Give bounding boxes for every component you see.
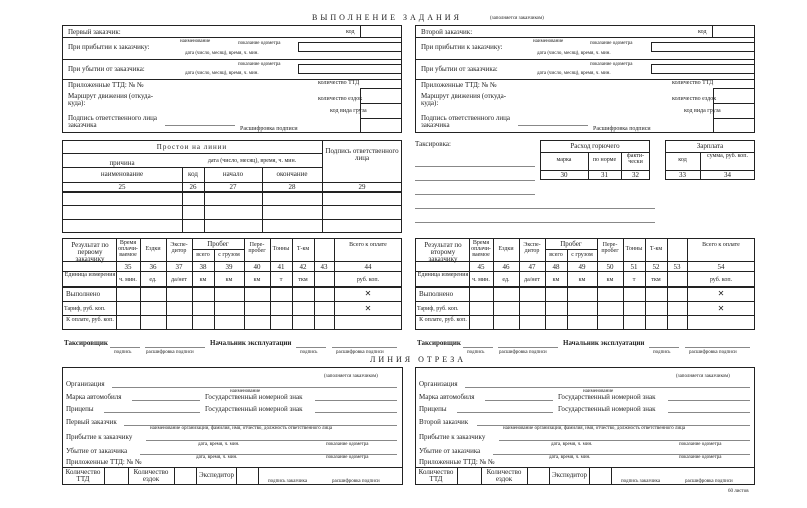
right-route-label: Маршрут движения (откуда-куда): [421,92,507,107]
left-customer-label: Первый заказчик: [68,28,121,36]
left-chief-label: Начальник эксплуатации [210,339,292,347]
downtime-title: Простои на линии [156,143,228,151]
right-row-done: Выполнено [419,290,454,298]
right-row-pay: К оплате, руб. коп. [419,317,467,323]
right-customer-label: Второй заказчик: [421,28,473,36]
section-note: (заполняется заказчиком) [490,16,544,21]
taxation-label: Таксировка: [415,140,451,148]
right-departure-field[interactable] [651,64,755,74]
right-departure-label: При убытии от заказчика: [421,65,498,73]
left-row-pay: К оплате, руб. коп. [66,317,114,323]
page-count: 60 листов [728,489,749,494]
right-chief-label: Начальник эксплуатации [563,339,645,347]
left-row-done: Выполнено [66,290,101,298]
waybill-page: ВЫПОЛНЕНИЕ ЗАДАНИЯ (заполняется заказчиком) Первый заказчик: код При прибытии к заказчику: наименование показание одометра дата (число, месяц), время, ч. мин. При убытии от заказчика: показание одометра дата (число, месяц), время, ч. мин. Приложенные ТТД: № № количество ТТД Маршрут движения (откуда-куда): количество ездок код вида груза Подпись ответственного лица заказчика Расшифровка подписи Второй заказчик: код При прибытии к заказчику: наименование показание одометра дата (число, месяц), время, ч. мин. При убытии от заказчика: показание одометра дата (число, месяц), время, ч. мин. Приложенные ТТД: № № количество ТТД Маршрут движения (откуда-куда): количество ездок код вида груза Подпись ответственного лица заказчика Расшифровка подписи Простои на линии причина дата (число, месяц), время, ч. мин. наименование код начало окончание Подпись ответственного лица 25 26 27 28 29 Таксировка: Расход горючего марка по норме факти-чески 30 31 32 Зарплата код сумма, руб. коп. 33 34 Результат по первому заказчику Время оплачи-ваемое Ездки Экспе-дитор Пробег всего с грузом Пере-пробег Тонны Т-км Всего к оплате 35 36 37 38 39 40 41 42 43 44 Единица измерения ч. мин. ед. да/нет км км км т ткм руб. коп. Выполнено ✕ Тариф, руб. коп. ✕ К оплате, руб. коп. Результат по второму заказчику Время оплачи-ваемое Ездки Экспе-дитор Пробег всего с грузом Пере-пробег Тонны Т-км Всего к оплате 45 46 47 48 49 50 51 52 53 54 Единица измерения ч. мин. ед. да/нет км км км т ткм руб. коп. Выполнено ✕ Тариф, руб. коп. ✕ К оплате, руб. коп. Таксировщик подпись расшифровка подписи Начальник эксплуатации подпись расшифровка подписи Таксировщик подпись расшифровка подписи Начальник эксплуатации подпись расшифровка подписи ЛИНИЯ ОТРЕЗА (заполняется заказчиком) Организация наименование Марка автомобиля Государственный номерной знак Прицепы Государственный номерной знак Первый заказчик наименование организации, фамилия, имя, отчество, должность ответственного лица Прибытие к заказчику дата, время, ч. мин. показание одометра Убытие от заказчика дата, время, ч. мин. показание одометра Приложенные ТТД: № № Количество ТТД Количество ездок Экспедитор подпись заказчика расшифровка подписи (заполняется заказчиком) Организация наименование Марка автомобиля Государственный номерной знак Прицепы Государственный номерной знак Второй заказчик наименование организации, фамилия, имя, отчество, должность ответственного лица Прибытие к заказчику дата, время, ч. мин. показание одометра Убытие от заказчика дата, время, ч. мин. показание одометра Приложенные ТТД: № № Количество ТТД Количество ездок Экспедитор подпись заказчика расшифровка подписи 60 листов [0,0,807,508]
right-code-label: код [698,29,707,35]
left-route-label: Маршрут движения (откуда-куда): [68,92,154,107]
left-taxator-label: Таксировщик [64,339,108,347]
left-departure-label: При убытии от заказчика: [68,65,145,73]
right-sign-label: Подпись ответственного лица заказчика [421,114,511,129]
left-attached-label: Приложенные ТТД: № № [68,81,144,89]
left-sign-label: Подпись ответственного лица заказчика [68,114,158,129]
left-arrival-field[interactable] [298,42,402,52]
right-arrival-field[interactable] [651,42,755,52]
cut-line-label: ЛИНИЯ ОТРЕЗА [370,355,466,364]
section-title: ВЫПОЛНЕНИЕ ЗАДАНИЯ [312,13,462,22]
right-taxator-label: Таксировщик [417,339,461,347]
right-arrival-label: При прибытии к заказчику: [421,43,503,51]
right-row-tariff: Тариф, руб. коп. [417,306,459,312]
left-arrival-label: При прибытии к заказчику: [68,43,150,51]
left-code-label: код [346,29,355,35]
left-departure-field[interactable] [298,64,402,74]
right-attached-label: Приложенные ТТД: № № [421,81,497,89]
left-row-tariff: Тариф, руб. коп. [64,306,106,312]
